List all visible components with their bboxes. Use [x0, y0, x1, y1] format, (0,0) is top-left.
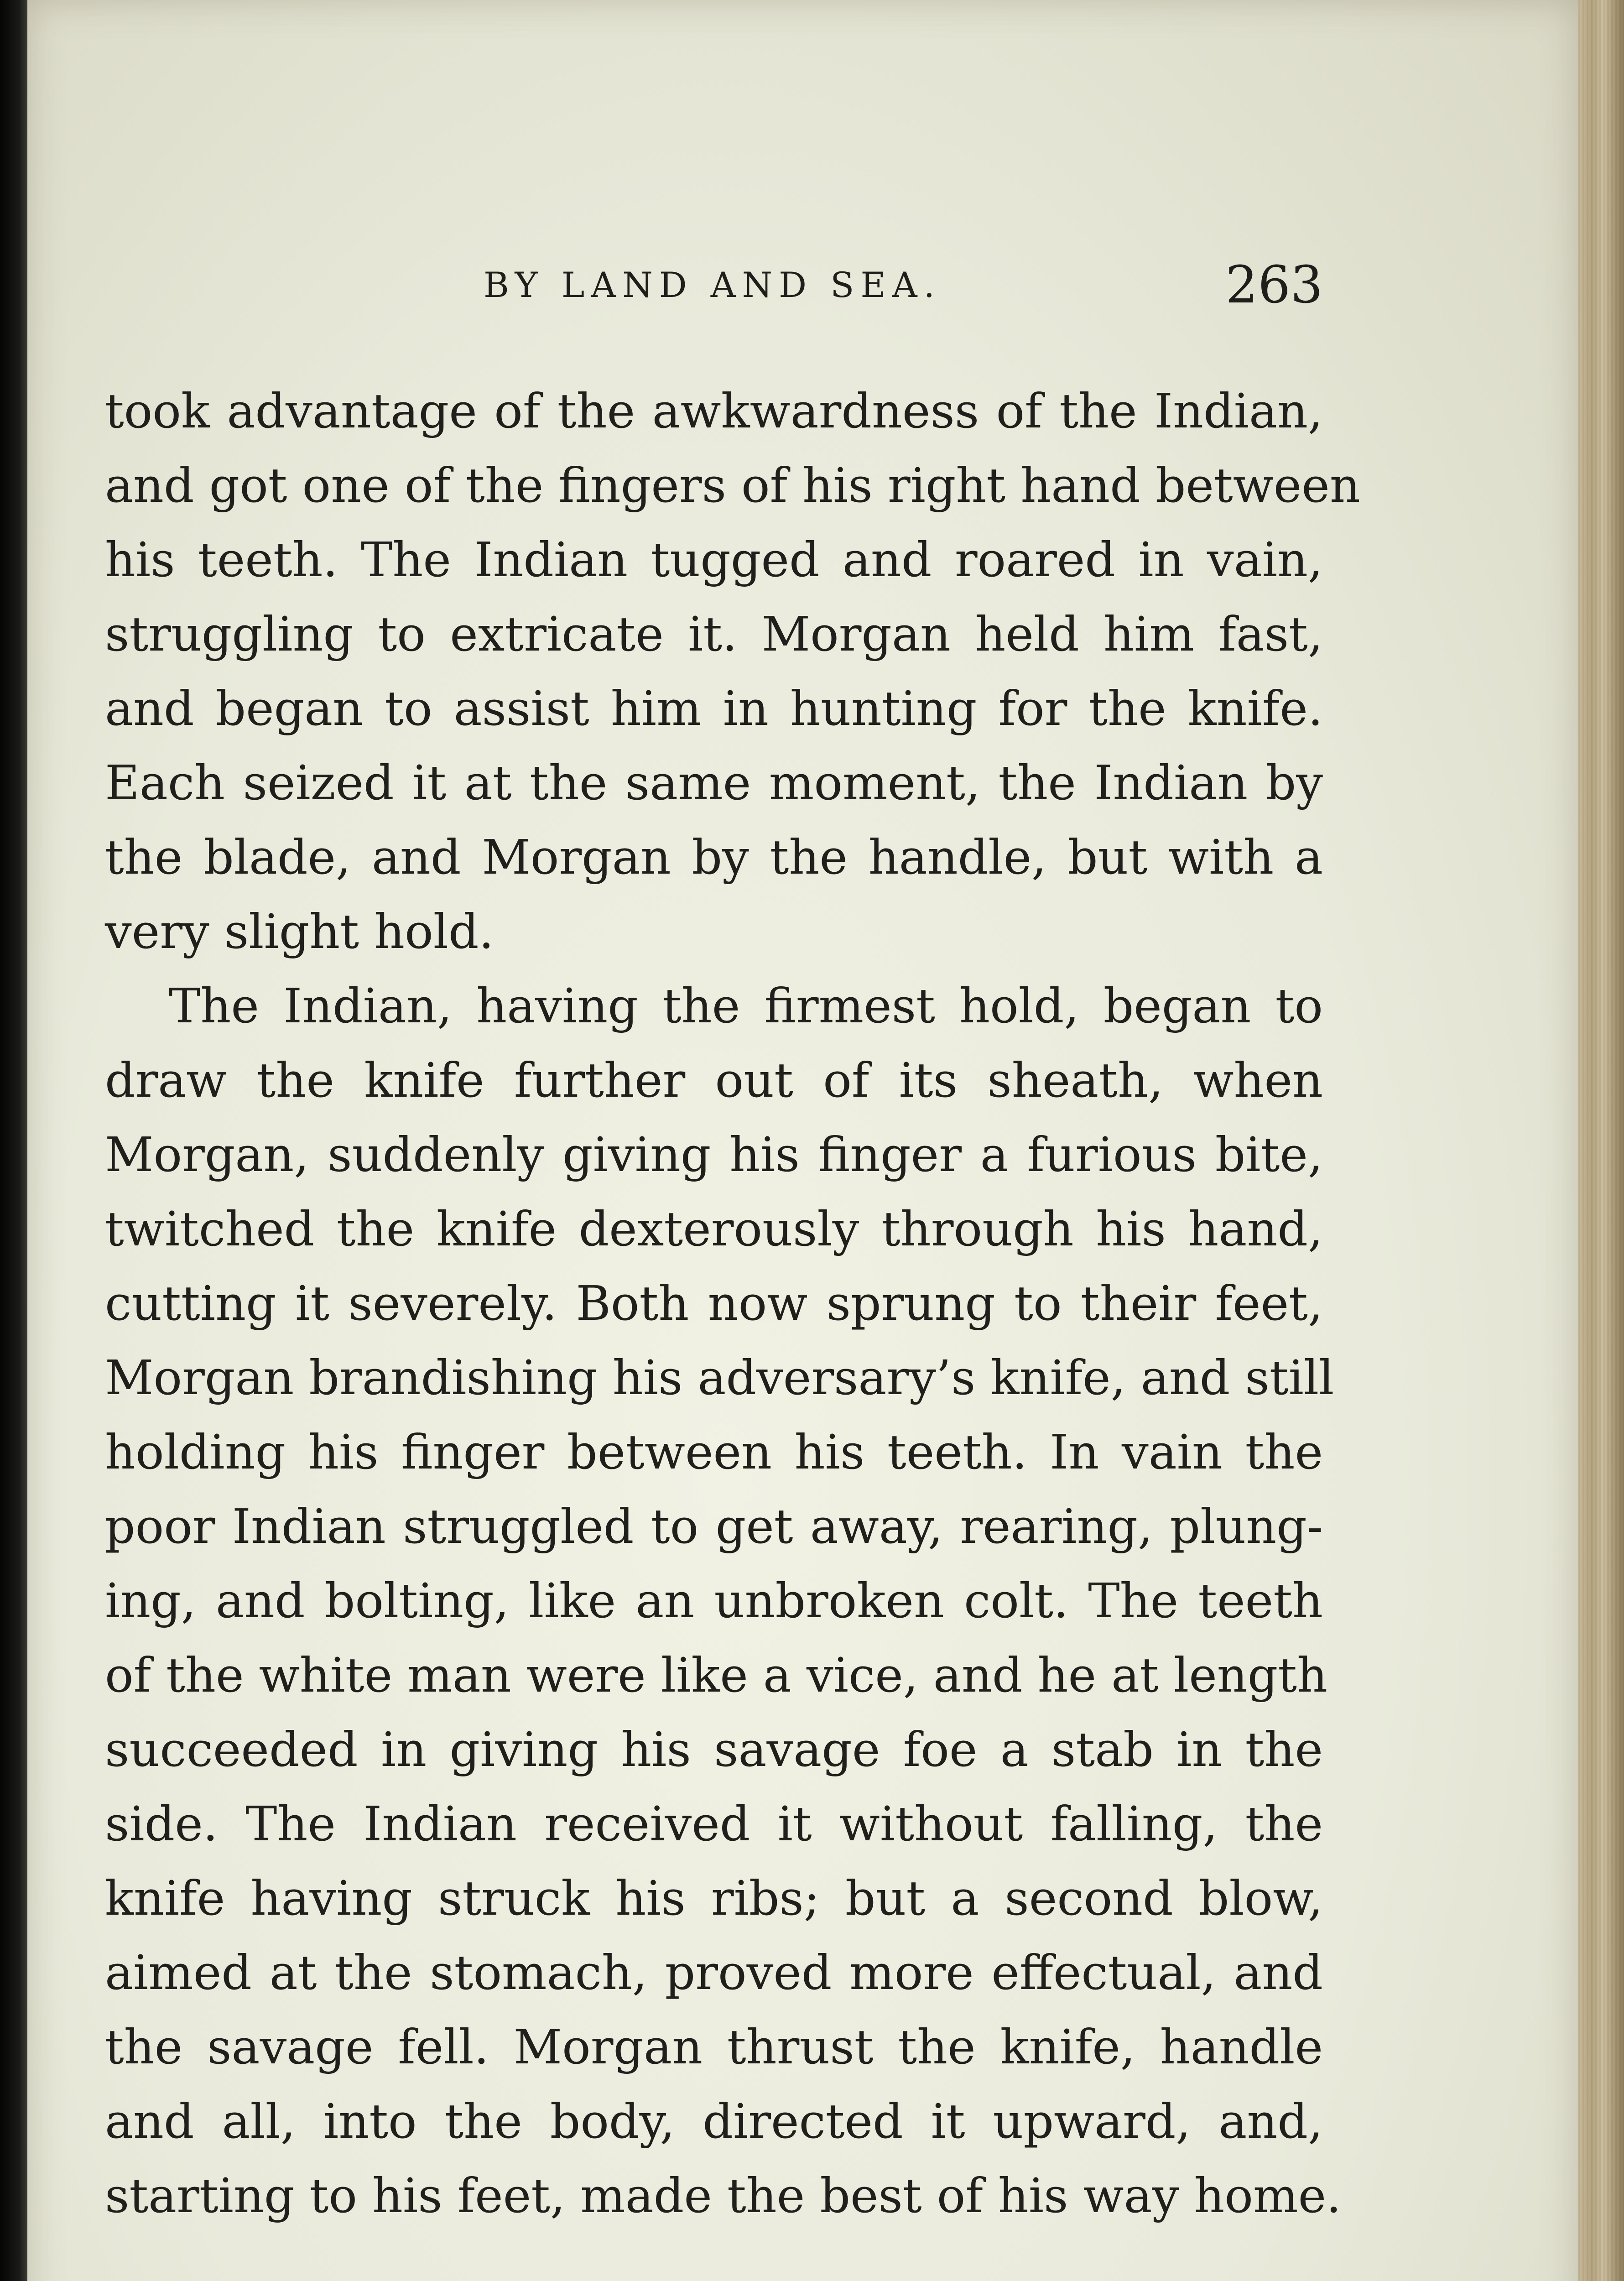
text-line: and began to assist him in hunting for the knife.: [105, 681, 1323, 736]
page-edges: [1578, 0, 1624, 2281]
text-line: Each seized it at the same moment, the Indian by: [105, 755, 1323, 811]
body-text: [105, 374, 1360, 2233]
page-number: 263: [1225, 255, 1323, 315]
text-line: side. The Indian received it without falling, the: [105, 1796, 1323, 1852]
paragraph-2: [105, 969, 1342, 2233]
text-line: and got one of the fingers of his right hand between: [105, 458, 1360, 513]
text-line: of the white man were like a vice, and he at length: [105, 1647, 1328, 1703]
text-line: Morgan, suddenly giving his finger a furious bite,: [105, 1127, 1323, 1182]
text-line: knife having struck his ribs; but a second blow,: [105, 1870, 1323, 1926]
text-line: and all, into the body, directed it upward, and,: [105, 2094, 1323, 2149]
text-line: succeeded in giving his savage foe a stab in the: [105, 1722, 1323, 1777]
text-line: poor Indian struggled to get away, rearing, plung-: [105, 1499, 1323, 1554]
show-through-text: [374, 178, 1378, 233]
text-line: The Indian, having the firmest hold, began to: [169, 978, 1323, 1034]
text-line: holding his finger between his teeth. In vain the: [105, 1424, 1323, 1480]
text-line: the savage fell. Morgan thrust the knife, handle: [105, 2019, 1323, 2075]
book-spine-shadow: [0, 0, 27, 2281]
text-line: his teeth. The Indian tugged and roared in vain,: [105, 532, 1323, 588]
text-line: Morgan brandishing his adversary’s knife, and still: [105, 1350, 1334, 1406]
text-line: struggling to extricate it. Morgan held him fast,: [105, 606, 1323, 662]
running-head: BY LAND AND SEA.: [484, 265, 941, 305]
paragraph-1: [105, 374, 1360, 969]
text-line: draw the knife further out of its sheath, when: [105, 1052, 1323, 1108]
text-line: starting to his feet, made the best of his way home.: [105, 2168, 1342, 2224]
page-header: [105, 255, 1323, 315]
text-line: ing, and bolting, like an unbroken colt. The teeth: [105, 1573, 1323, 1629]
text-line: took advantage of the awkwardness of the Indian,: [105, 383, 1323, 439]
text-line: very slight hold.: [105, 904, 494, 959]
text-line: aimed at the stomach, proved more effectual, and: [105, 1945, 1323, 2000]
text-line: twitched the knife dexterously through his hand,: [105, 1201, 1323, 1257]
text-line: the blade, and Morgan by the handle, but with a: [105, 829, 1323, 885]
text-line: cutting it severely. Both now sprung to their feet,: [105, 1276, 1323, 1331]
